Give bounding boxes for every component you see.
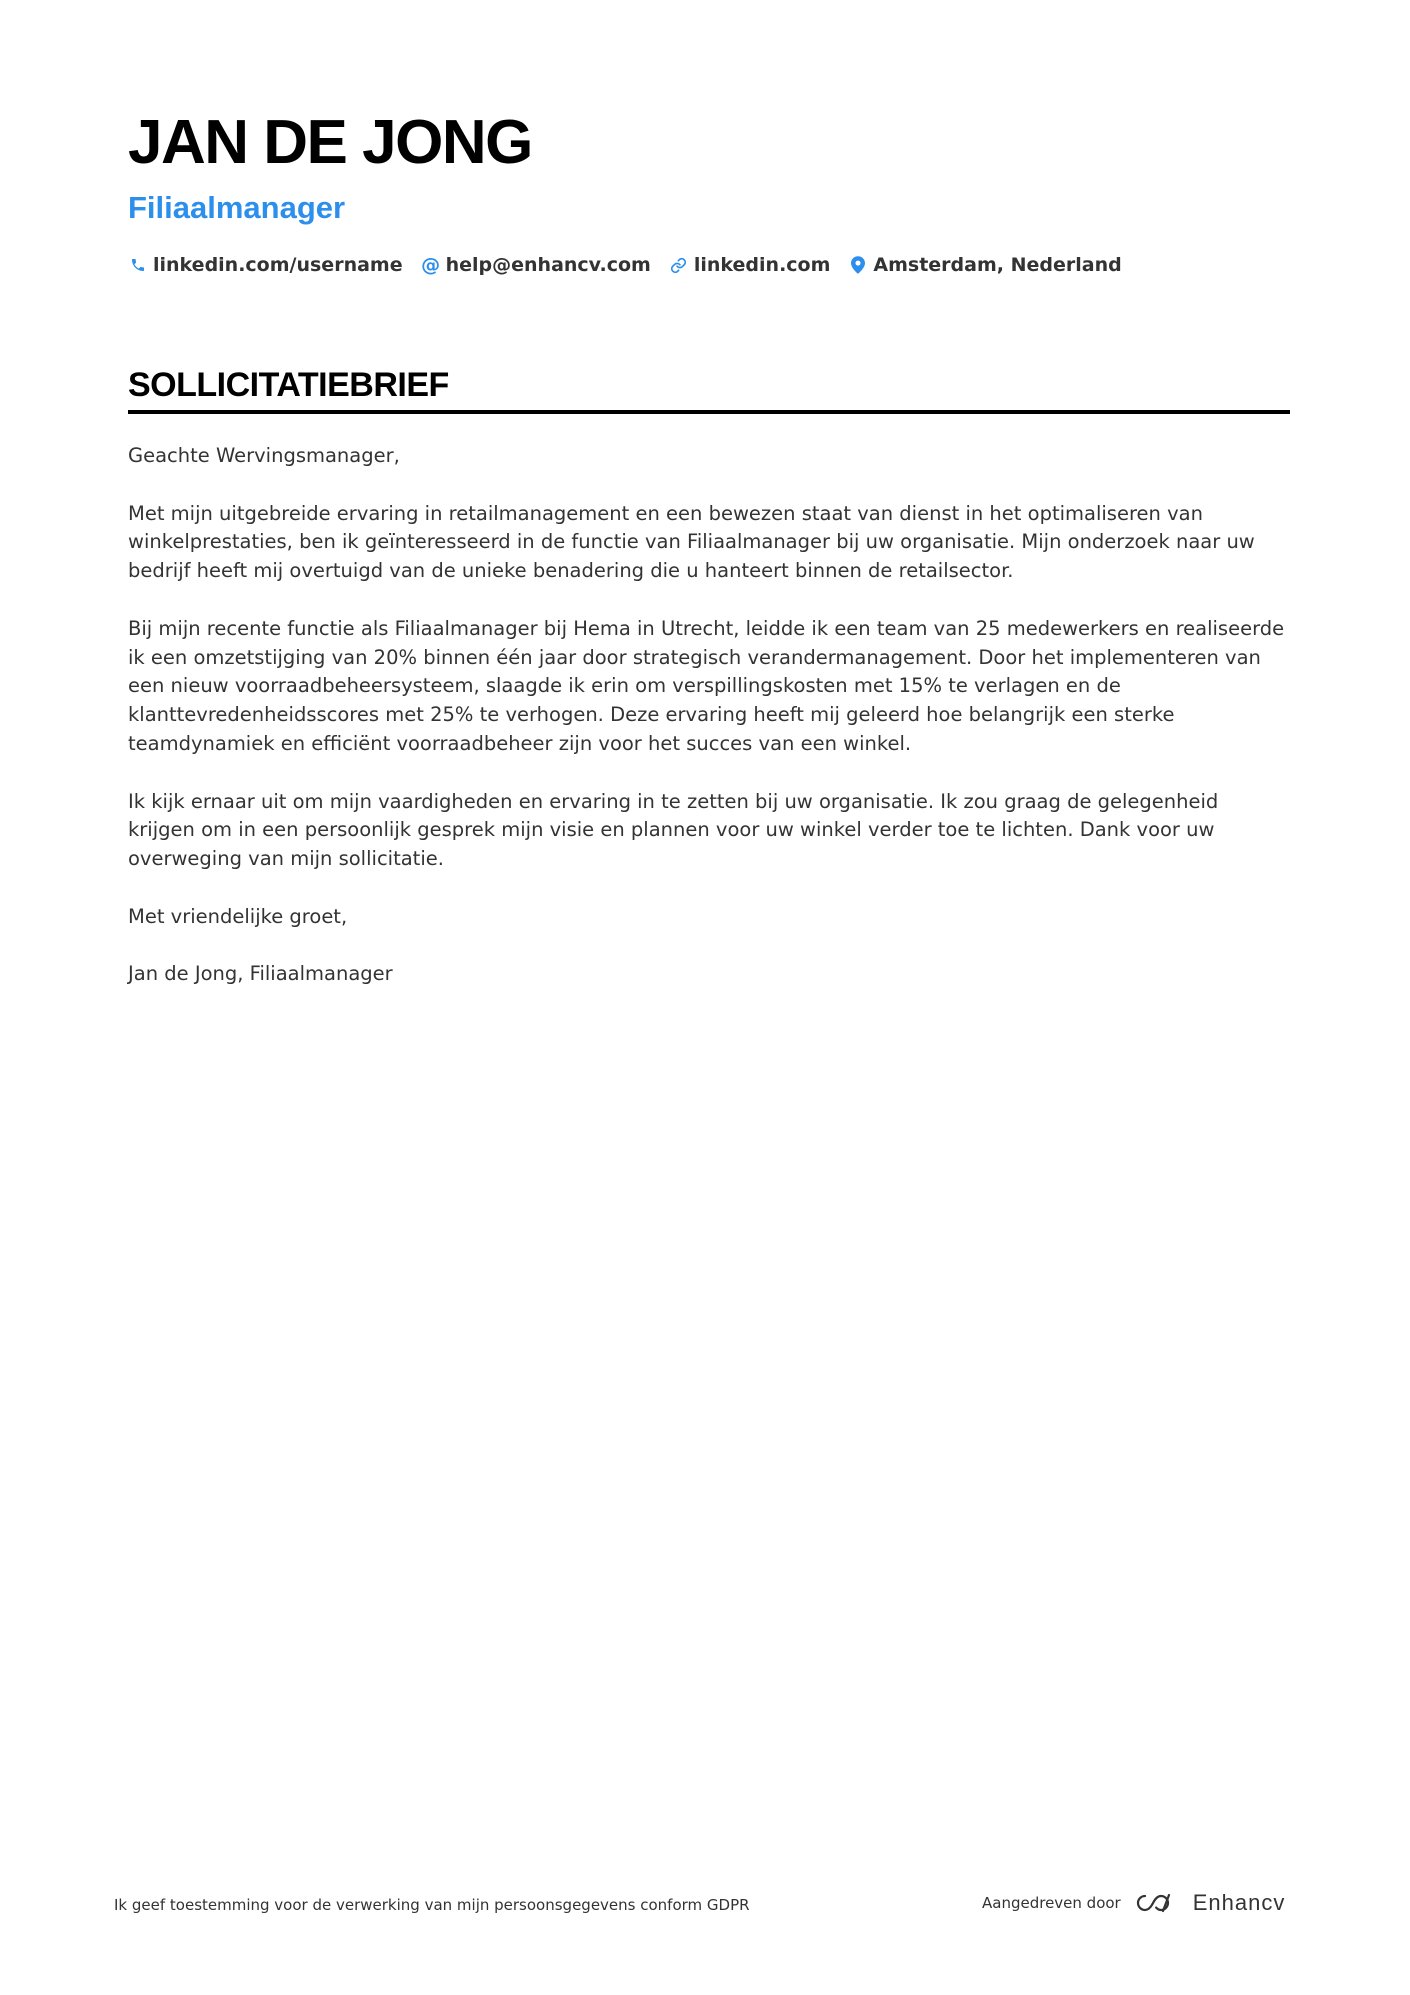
letter-signature: Jan de Jong, Filiaalmanager xyxy=(128,962,393,986)
section-title: SOLLICITATIEBRIEF xyxy=(128,366,449,404)
letter-paragraph: Ik kijk ernaar uit om mijn vaardigheden en ervaring in te zetten bij uw organisatie. Ik zou graag de gelegenheid krijgen om in een persoonlijk gesprek mijn visie en plannen voor uw winkel verder toe te lichten. Dank voor uw overweging van mijn sollicitatie. xyxy=(128,789,1219,871)
section-divider xyxy=(128,410,1290,414)
gdpr-consent-text: Ik geef toestemming voor de verwerking van mijn persoonsgegevens conform GDPR xyxy=(114,1896,750,1914)
contact-bar xyxy=(128,254,1140,276)
contact-phone[interactable] xyxy=(128,254,403,276)
letter-closing: Met vriendelijke groet, xyxy=(128,904,348,928)
letter-paragraph: Met mijn uitgebreide ervaring in retailmanagement en een bewezen staat van dienst in het optimaliseren van winkelprestaties, ben ik geïnteresseerd in de functie van Filiaalmanager bij uw organisatie. Mijn onderzoek naar uw bedrijf heeft mij overtuigd van de unieke benadering die u hanteert binnen de retailsector. xyxy=(128,501,1255,583)
enhancv-logo-icon xyxy=(1133,1891,1179,1915)
contact-link[interactable] xyxy=(669,254,831,276)
contact-location xyxy=(848,254,1121,276)
letter-paragraph: Bij mijn recente functie als Filiaalmanager bij Hema in Utrecht, leidde ik een team van 25 medewerkers en realiseerde ik een omzetstijging van 20% binnen één jaar door strategisch verandermanagement. Door het implementeren van een nieuw voorraadbeheersysteem, slaagde ik erin om verspillingskosten met 15% te verlagen en de klanttevredenheidsscores met 25% te verhogen. Deze ervaring heeft mij geleerd hoe belangrijk een sterke teamdynamiek en efficiënt voorraadbeheer zijn voor het succes van een winkel. xyxy=(128,616,1285,755)
contact-location-text: Amsterdam, Nederland xyxy=(873,254,1122,276)
candidate-name: JAN DE JONG xyxy=(128,108,532,177)
powered-by-label: Aangedreven door xyxy=(982,1894,1121,1912)
letter-body xyxy=(128,442,1290,1018)
candidate-role: Filiaalmanager xyxy=(128,190,346,225)
contact-email-text: help@enhancv.com xyxy=(445,254,651,276)
contact-link-text: linkedin.com xyxy=(693,254,831,276)
location-pin-icon xyxy=(848,255,868,275)
at-icon: @ xyxy=(421,253,441,276)
link-icon xyxy=(669,255,689,275)
phone-icon xyxy=(128,255,148,275)
powered-by[interactable] xyxy=(982,1890,1285,1916)
contact-phone-text: linkedin.com/username xyxy=(153,254,403,276)
letter-salutation: Geachte Wervingsmanager, xyxy=(128,444,400,467)
enhancv-brand-name: Enhancv xyxy=(1192,1890,1286,1915)
contact-email[interactable] xyxy=(421,254,651,276)
